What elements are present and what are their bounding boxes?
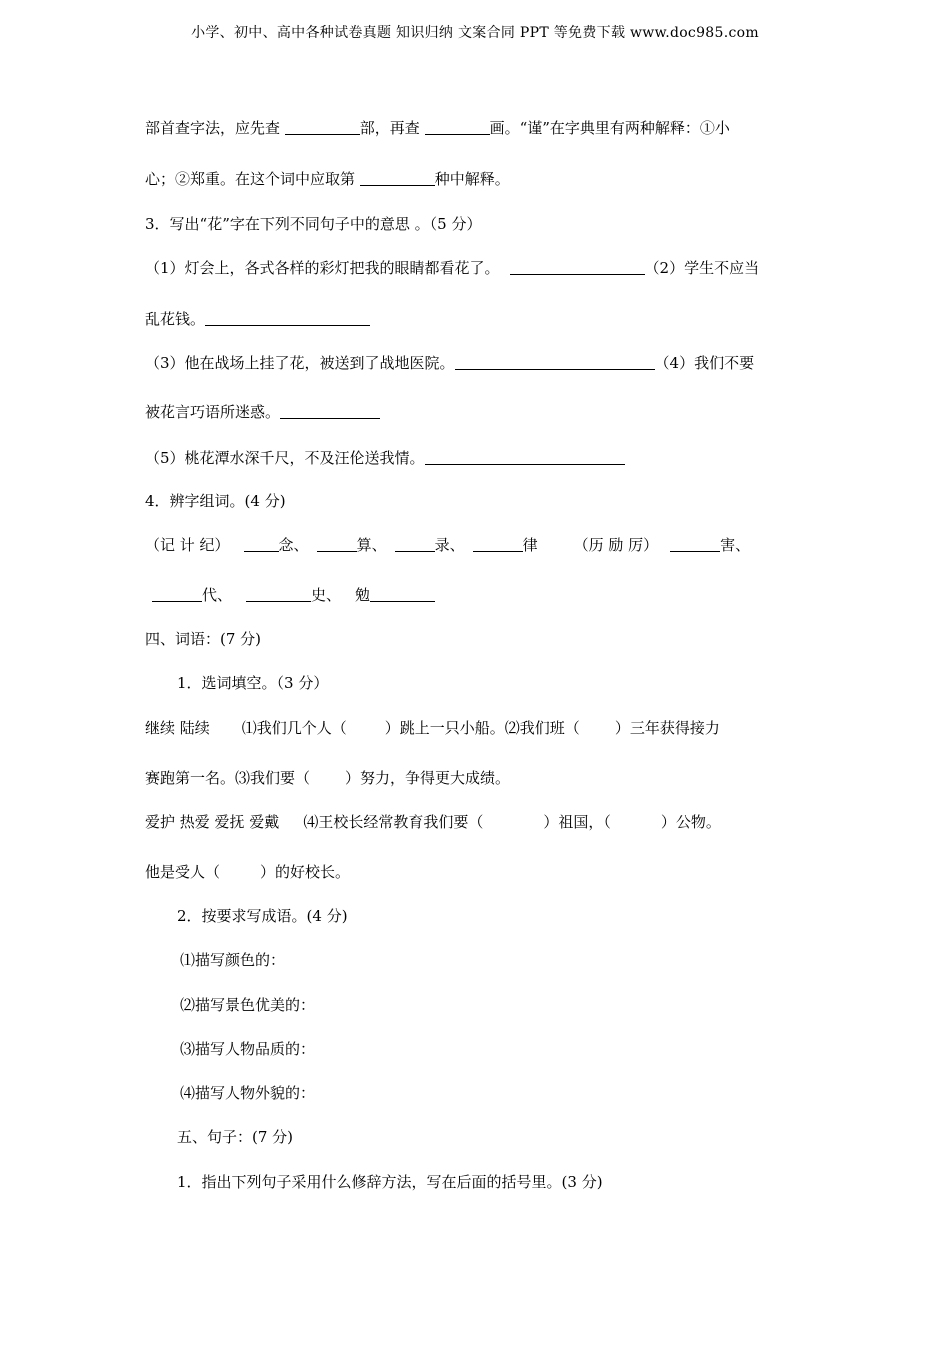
answer-blank[interactable] (670, 535, 720, 552)
answer-blank[interactable] (473, 535, 523, 552)
question-3-title: 3．写出“花”字在下列不同句子中的意思 。（5 分） (145, 215, 482, 233)
text: 部首查字法，应先查 (145, 119, 285, 137)
section-5-title: 五、句子：(7 分) (177, 1128, 294, 1146)
text: 部，再查 (359, 119, 425, 137)
text: 害、 (720, 536, 751, 554)
answer-blank[interactable] (510, 258, 645, 275)
jin-meaning-line (145, 168, 510, 190)
answer-blank[interactable] (285, 118, 360, 135)
q4-words-line-1 (145, 534, 750, 556)
text: 赛跑第一名。⑶我们要（ (145, 769, 311, 787)
text: 史、 (311, 586, 342, 604)
word-choices: 继续 陆续 (145, 719, 210, 737)
text: 念、 (278, 536, 309, 554)
text: ）的好校长。 (260, 863, 351, 881)
answer-blank[interactable] (205, 309, 370, 326)
text: ⑴我们几个人（ (241, 719, 347, 737)
text: ）公物。 (660, 813, 721, 831)
q3-item-5 (145, 447, 625, 469)
fill-line-2 (145, 767, 510, 789)
q3-item-4-cont (145, 401, 380, 423)
answer-blank[interactable] (360, 169, 435, 186)
fill-line-4 (145, 861, 350, 883)
fill-line-1 (145, 717, 720, 739)
text: 他是受人（ (145, 863, 221, 881)
text: 录、 (434, 536, 465, 554)
text: 心；②郑重。在这个词中应取第 (145, 170, 360, 188)
page-header: 小学、初中、高中各种试卷真题 知识归纳 文案合同 PPT 等免费下载 www.doc985.com (191, 25, 759, 41)
char-group: （历 励 厉） (573, 536, 659, 554)
text: ）祖国，（ (543, 813, 611, 831)
question-4-title: 4．辨字组词。(4 分) (145, 492, 286, 510)
section-4-q2-title: 2．按要求写成语。(4 分) (177, 907, 348, 925)
text: （5）桃花潭水深千尺，不及汪伦送我情。 (145, 449, 425, 467)
text: 算、 (356, 536, 387, 554)
answer-blank[interactable] (455, 353, 655, 370)
answer-blank[interactable] (152, 585, 202, 602)
section-4-title: 四、词语：(7 分) (145, 630, 262, 648)
answer-blank[interactable] (425, 448, 625, 465)
answer-blank[interactable] (317, 535, 357, 552)
answer-blank[interactable] (280, 402, 380, 419)
text: （2）学生不应当 (644, 259, 760, 277)
q3-item-3-4 (145, 352, 754, 374)
text: 代、 (202, 586, 233, 604)
char-group: （记 计 纪） (145, 536, 230, 554)
q4-words-line-2 (152, 584, 435, 606)
answer-blank[interactable] (246, 585, 311, 602)
idiom-appearance: ⑷描写人物外貌的： (180, 1084, 316, 1102)
idiom-color: ⑴描写颜色的： (180, 951, 286, 969)
text: （4）我们不要 (654, 354, 755, 372)
text: 种中解释。 (434, 170, 510, 188)
text: 被花言巧语所迷惑。 (145, 403, 281, 421)
section-5-q1-title: 1．指出下列句子采用什么修辞方法，写在后面的括号里。(3 分) (177, 1173, 603, 1191)
fill-line-3 (145, 811, 721, 833)
text: ⑷王校长经常教育我们要（ (303, 813, 484, 831)
text: 勉 (355, 586, 371, 604)
section-4-q1-title: 1．选词填空。（3 分） (177, 674, 329, 692)
text: （3）他在战场上挂了花，被送到了战地医院。 (145, 354, 455, 372)
answer-blank[interactable] (244, 535, 279, 552)
q3-item-1-2 (145, 257, 759, 279)
answer-blank[interactable] (425, 118, 490, 135)
idiom-character: ⑶描写人物品质的： (180, 1040, 316, 1058)
text: 律 (522, 536, 538, 554)
text: ）三年获得接力 (614, 719, 720, 737)
bushou-line (145, 117, 730, 139)
text: 乱花钱。 (145, 310, 206, 328)
text: ）跳上一只小船。⑵我们班（ (384, 719, 580, 737)
idiom-scenery: ⑵描写景色优美的： (180, 996, 316, 1014)
text: 画。“谨”在字典里有两种解释：①小 (489, 119, 730, 137)
q3-item-2-cont (145, 308, 370, 330)
text: ）努力，争得更大成绩。 (345, 769, 511, 787)
text: （1）灯会上，各式各样的彩灯把我的眼睛都看花了。 (145, 259, 500, 277)
answer-blank[interactable] (370, 585, 435, 602)
answer-blank[interactable] (395, 535, 435, 552)
word-choices: 爱护 热爱 爱抚 爱戴 (145, 813, 280, 831)
